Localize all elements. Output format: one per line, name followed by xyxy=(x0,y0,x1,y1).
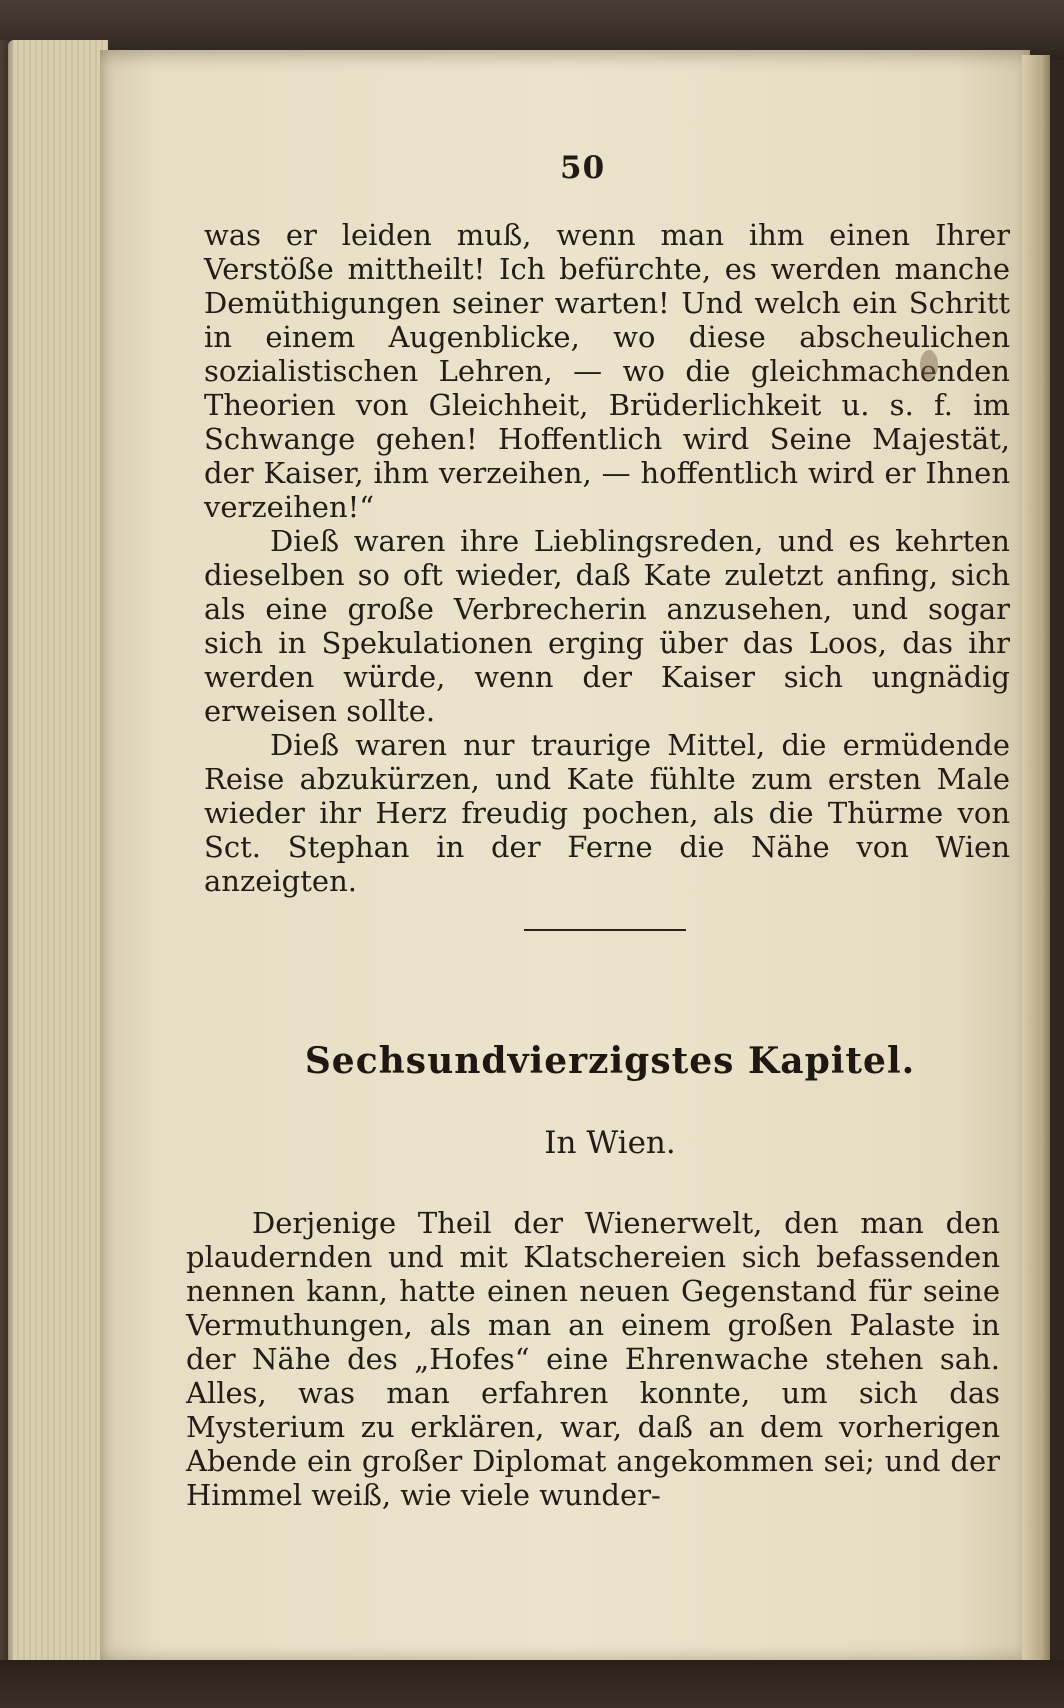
page-number: 50 xyxy=(560,150,606,186)
page-edge-right xyxy=(1022,55,1050,1667)
section-divider xyxy=(524,929,686,931)
page-stack-edge xyxy=(8,40,108,1670)
paragraph: Derjenige Theil der Wienerwelt, den man den plaudernden und mit Klatschereien sich befassenden nennen kann, hatte einen neuen Gegenstand für seine Vermuthungen, als man an einem großen Palaste in der Nähe des „Hofes“ eine Ehrenwache stehen sah. Alles, was man erfahren konnte, um sich das Mysterium zu erklären, war, daß an dem vorherigen Abende ein großer Diplomat angekommen sei; und der Himmel weiß, wie viele wunder- xyxy=(186,1206,1000,1512)
lower-text-block xyxy=(186,1206,1000,1512)
chapter-subtitle: In Wien. xyxy=(544,1125,676,1161)
paper-stain xyxy=(920,350,938,380)
paragraph: Dieß waren ihre Lieblingsreden, und es kehrten dieselben so oft wieder, daß Kate zuletzt anfing, sich als eine große Verbrecherin anzusehen, und sogar sich in Spekulationen erging über das Loos, das ihr werden würde, wenn der Kaiser sich ungnädig erweisen sollte. xyxy=(204,524,1010,728)
paragraph: was er leiden muß, wenn man ihm einen Ihrer Verstöße mittheilt! Ich befürchte, es werden manche Demüthigungen seiner warten! Und welch ein Schritt in einem Augenblicke, wo diese abscheulichen sozialistischen Lehren, — wo die gleichmachenden Theorien von Gleichheit, Brüderlichkeit u. s. f. im Schwange gehen! Hoffentlich wird Seine Majestät, der Kaiser, ihm verzeihen, — hoffentlich wird er Ihnen verzeihen!“ xyxy=(204,218,1010,524)
book-cover-bottom xyxy=(0,1660,1064,1708)
chapter-title: Sechsundvierzigstes Kapitel. xyxy=(304,1040,916,1082)
paragraph: Dieß waren nur traurige Mittel, die ermüdende Reise abzukürzen, und Kate fühlte zum ersten Male wieder ihr Herz freudig pochen, als die Thürme von Sct. Stephan in der Ferne die Nähe von Wien anzeigten. xyxy=(204,728,1010,898)
spine-shadow xyxy=(0,40,14,1670)
upper-text-block xyxy=(204,218,1010,898)
